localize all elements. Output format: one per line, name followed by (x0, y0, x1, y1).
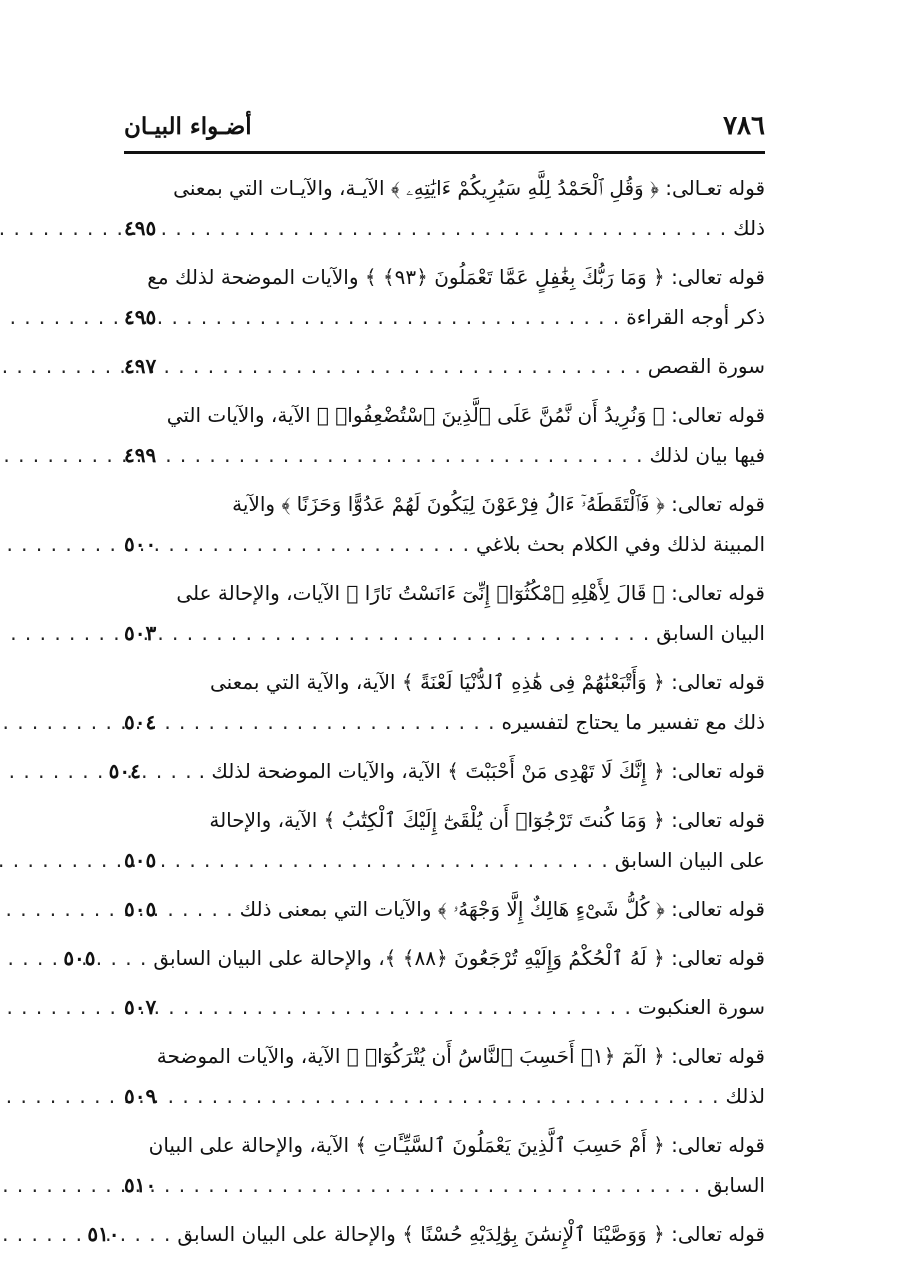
page-ref: ٥١٠ (124, 1173, 157, 1197)
entry-text-continued: على البيان السابق (614, 848, 765, 872)
entry-text-continued: ذلك (733, 216, 765, 240)
leader-dots (172, 840, 615, 880)
leader-dots (135, 1214, 177, 1254)
page-ref: ٥٠٧ (124, 995, 157, 1019)
leader-dots (172, 1165, 707, 1205)
table-of-contents (63, 168, 765, 1263)
entry-text: قوله تعالى: ﴿ أَمْ حَسِبَ ٱلَّذِينَ يَعْمَلُونَ ٱلسَّيِّـَٔاتِ ﴾ الآية، والإحالة على البيان (148, 1133, 765, 1157)
page-ref: ٥٠٤ (124, 710, 157, 734)
book-title: أضـواء البيـان (124, 112, 252, 140)
leader-dots (172, 1076, 725, 1116)
toc-entry (124, 800, 765, 880)
leader-dots (172, 435, 649, 475)
leader-dots (172, 702, 501, 742)
leader-dots (172, 613, 656, 653)
entry-text: قوله تعالى: ﴿ وَأَتْبَعْنَٰهُمْ فِى هَٰذِهِ ٱلدُّنْيَا لَعْنَةً ﴾ الآية، والآية التي بمعنى (210, 670, 765, 694)
toc-entry (108, 751, 765, 791)
toc-entry (124, 573, 765, 653)
toc-entry (124, 257, 765, 337)
entry-text-continued: السابق (707, 1173, 765, 1197)
entry-text-continued: فيها بيان لذلك (649, 443, 765, 467)
entry-text: قوله تعالى: ﴿ وَمَا رَبُّكَ بِغَٰفِلٍ عَمَّا تَعْمَلُونَ ﴿٩٣﴾ ﴾ والآيات الموضحة لذلك مع (147, 265, 765, 289)
leader-dots (172, 208, 733, 248)
entry-text-continued: البيان السابق (656, 621, 765, 645)
entry-text-continued: المبينة لذلك وفي الكلام بحث بلاغي (475, 532, 765, 556)
leader-dots (172, 987, 638, 1027)
entry-text: قوله تعالى: ﴿ كُلُّ شَىْءٍ هَالِكٌ إِلَّا وَجْهَهُۥ ﴾ والآيات التي بمعنى ذلك (239, 897, 765, 921)
toc-entry (124, 395, 765, 475)
entry-text: قوله تعالى: ﴿ وَنُرِيدُ أَن نَّمُنَّ عَلَى ٱلَّذِينَ ٱسْتُضْعِفُوا۟ ﴾ الآية، والآيات التي (166, 403, 765, 427)
page-ref: ٤٩٧ (124, 354, 157, 378)
entry-text: قوله تعالى: ﴿ قَالَ لِأَهْلِهِ ٱمْكُثُوٓا۟ إِنِّىٓ ءَانَسْتُ نَارًا ﴾ الآيات، والإحالة على (176, 581, 765, 605)
page-ref: ٥٠٥ (124, 897, 157, 921)
entry-text: قوله تعـالى: ﴿ وَقُلِ ٱلْحَمْدُ لِلَّهِ سَيُرِيكُمْ ءَايَٰتِهِۦ ﴾ الآيـة، والآيـات التي بمعنى (173, 176, 765, 200)
page-ref: ٥٠٣ (124, 621, 157, 645)
toc-entry (124, 168, 765, 248)
page-ref: ٥٠٠ (124, 532, 157, 556)
entry-text: قوله تعالى: ﴿ فَٱلْتَقَطَهُۥٓ ءَالُ فِرْعَوْنَ لِيَكُونَ لَهُمْ عَدُوًّا وَحَزَنًا ﴾ والآية (232, 492, 765, 516)
entry-text: قوله تعالى: ﴿ وَمَا كُنتَ تَرْجُوٓا۟ أَن يُلْقَىٰٓ إِلَيْكَ ٱلْكِتَٰبُ ﴾ الآية، والإحالة (209, 808, 765, 832)
toc-entry (124, 346, 765, 386)
entry-text-continued: ذلك مع تفسير ما يحتاج لتفسيره (501, 710, 765, 734)
leader-dots (157, 751, 199, 791)
page-ref: ٥١٠ (87, 1222, 120, 1246)
entry-text-continued: لذلك (725, 1084, 765, 1108)
toc-entry (124, 484, 765, 564)
page-ref: ٤٩٥ (124, 216, 157, 240)
page-ref: ٤٩٥ (124, 305, 157, 329)
toc-entry (124, 662, 765, 742)
section-heading: سورة العنكبوت (637, 995, 765, 1019)
leader-dots (172, 346, 648, 386)
entry-text: قوله تعالى: ﴿ وَوَصَّيْنَا ٱلْإِنسَٰنَ بِوَٰلِدَيْهِ حُسْنًا ﴾ والإحالة على البيان السابق (177, 1222, 765, 1246)
leader-dots (172, 889, 240, 929)
section-heading: سورة القصص (647, 354, 765, 378)
leader-dots (111, 938, 153, 978)
header-rule (124, 151, 765, 154)
entry-text: قوله تعالى: ﴿ الٓمٓ ﴿١﴾ أَحَسِبَ ٱلنَّاسُ أَن يُتْرَكُوٓا۟ ﴾ الآية، والآيات الموضحة (156, 1044, 765, 1068)
leader-dots (172, 524, 476, 564)
toc-entry (63, 938, 765, 978)
page-header (124, 104, 765, 148)
toc-entry (124, 1125, 765, 1205)
page-ref: ٥٠٤ (108, 759, 141, 783)
leader-dots (172, 297, 626, 337)
toc-entry (124, 889, 765, 929)
page-ref: ٥٠٩ (124, 1084, 157, 1108)
entry-text: قوله تعالى: ﴿ لَهُ ٱلْحُكْمُ وَإِلَيْهِ تُرْجَعُونَ ﴿٨٨﴾ ﴾، والإحالة على البيان السابق (153, 946, 765, 970)
page-ref: ٥٠٥ (63, 946, 96, 970)
toc-entry (124, 1036, 765, 1116)
toc-entry (124, 987, 765, 1027)
entry-text: قوله تعالى: ﴿ إِنَّكَ لَا تَهْدِى مَنْ أَحْبَبْتَ ﴾ الآية، والآيات الموضحة لذلك . (198, 759, 765, 783)
page-number: ٧٨٦ (723, 111, 765, 141)
page-ref: ٥٠٥ (124, 848, 157, 872)
entry-text-continued: ذكر أوجه القراءة (626, 305, 765, 329)
page-ref: ٤٩٩ (124, 443, 157, 467)
toc-entry (87, 1214, 765, 1254)
